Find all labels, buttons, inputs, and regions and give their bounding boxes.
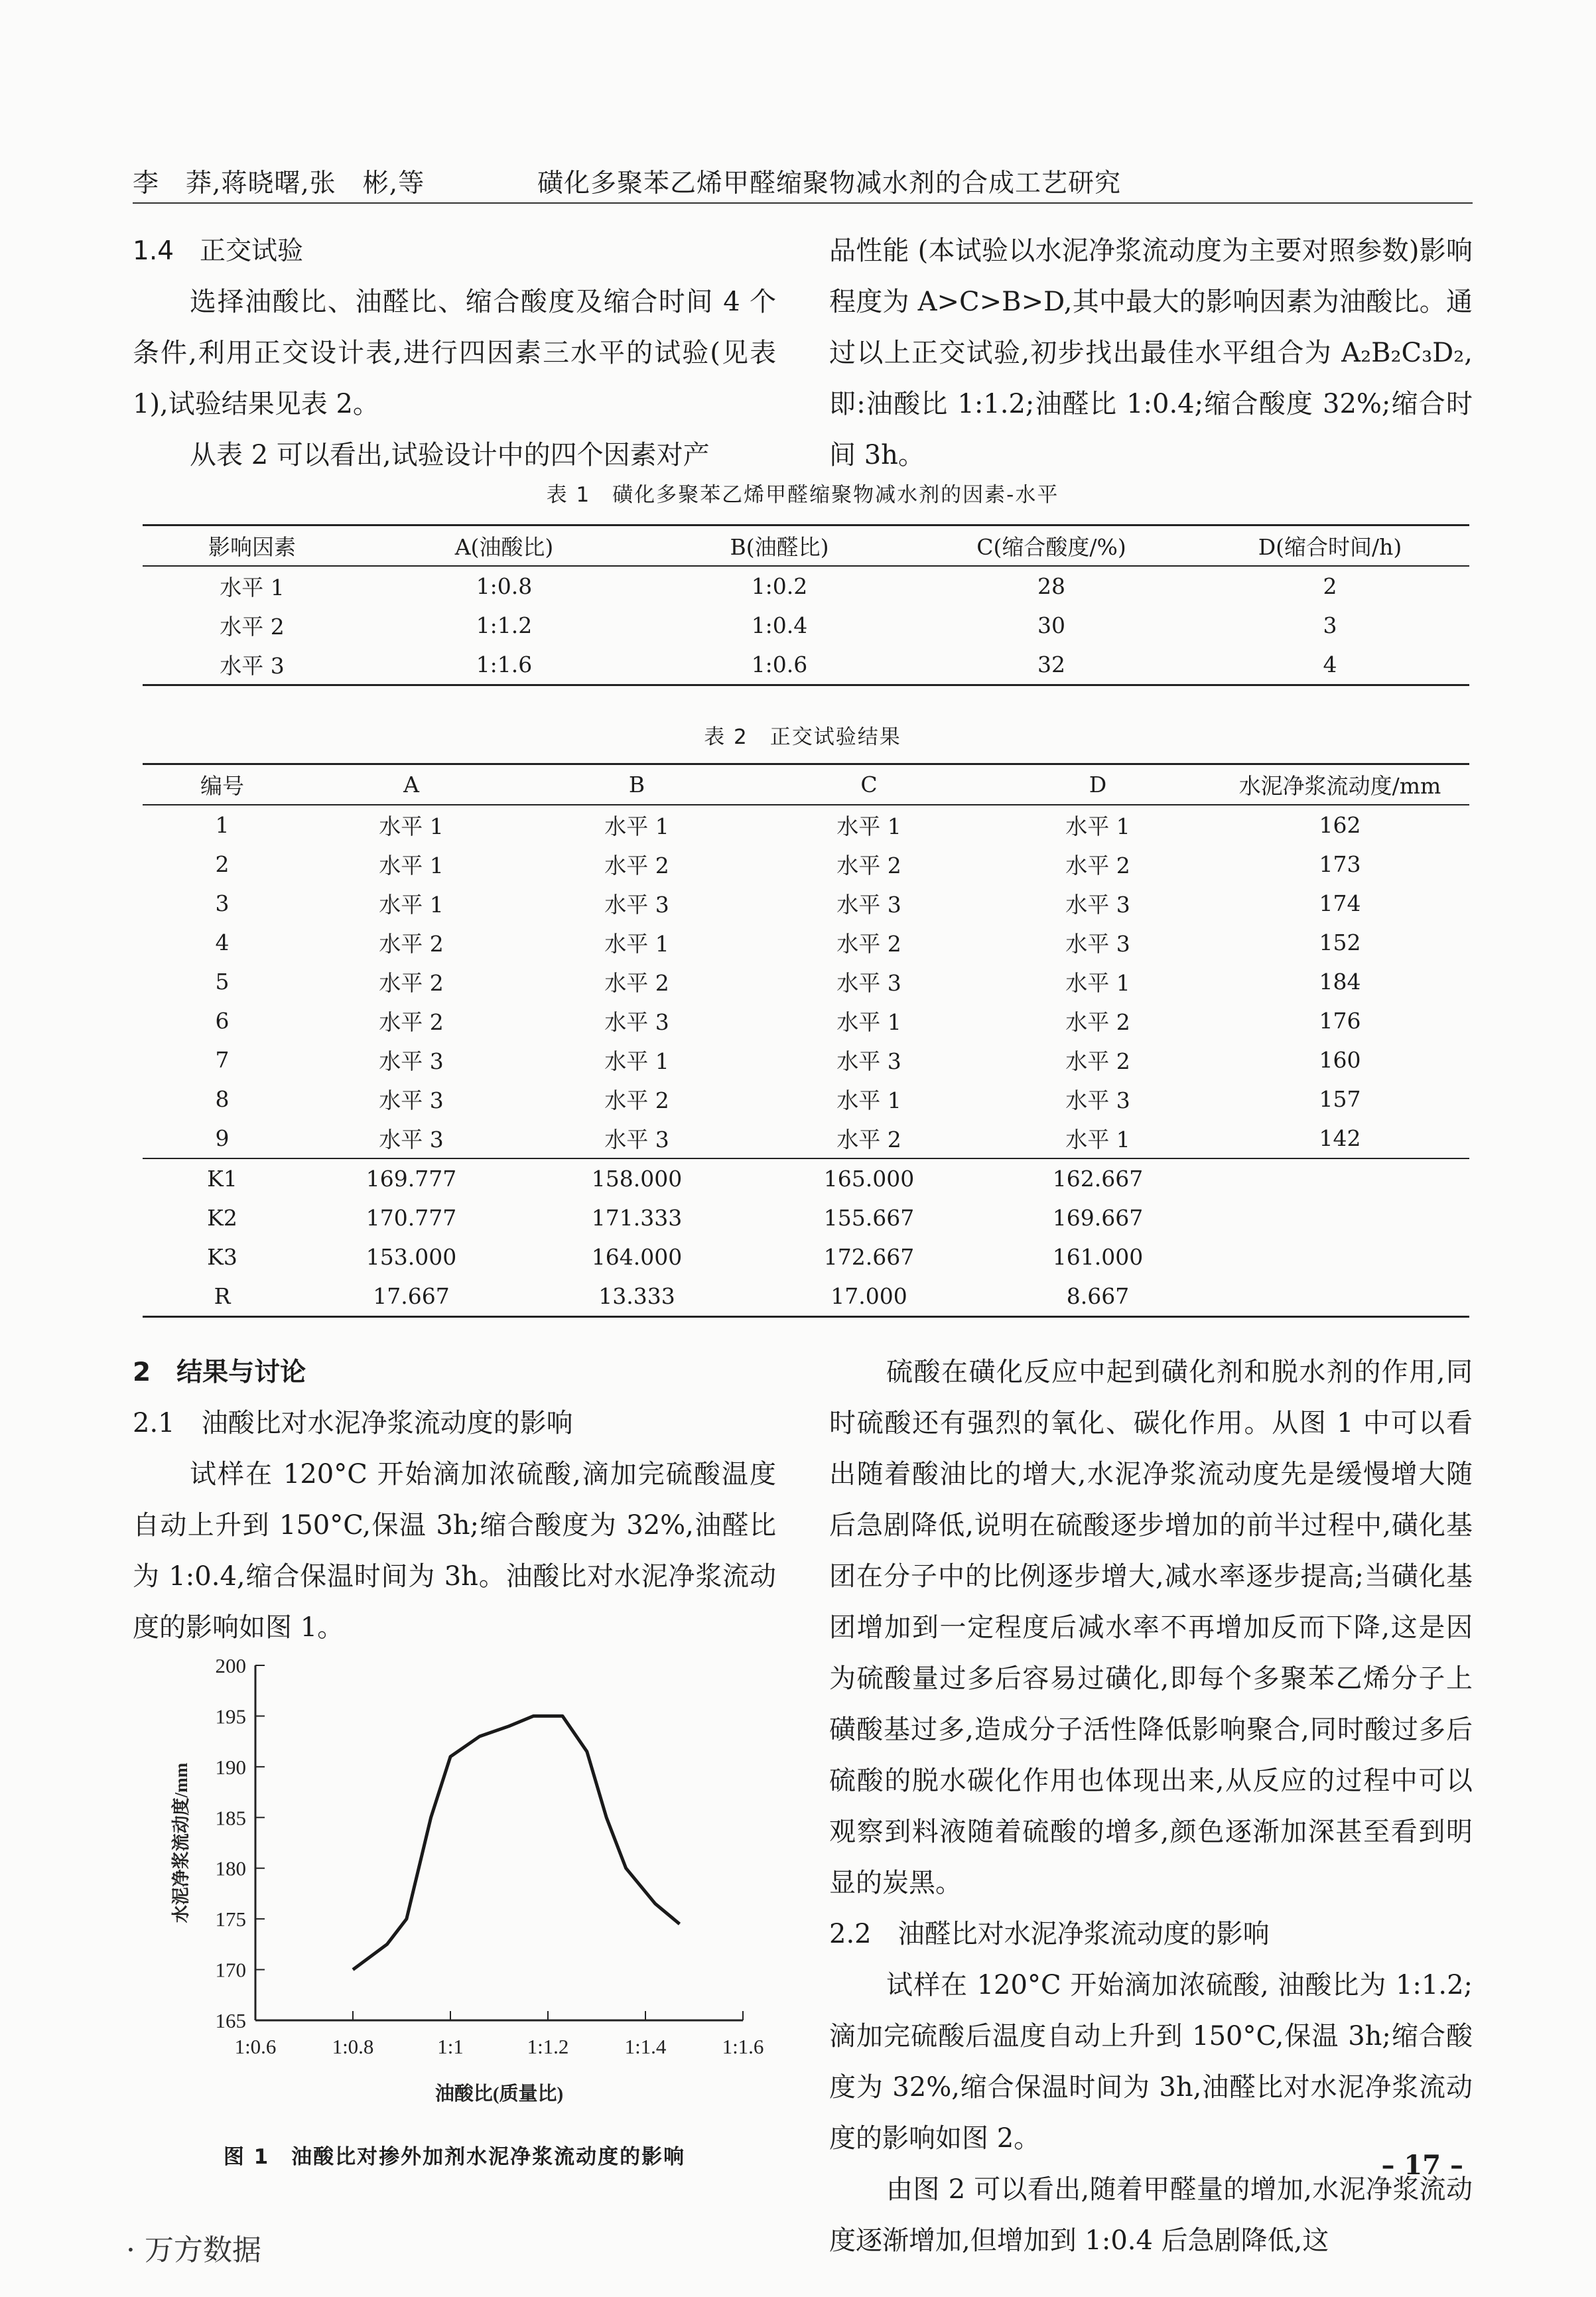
table-cell: 161.000 — [1052, 1244, 1144, 1270]
table-header-cell: 编号 — [143, 764, 302, 805]
table-cell: 7 — [215, 1047, 230, 1073]
table-cell: 水平 1 — [836, 1009, 901, 1035]
y-tick-label: 195 — [215, 1705, 246, 1728]
table-row — [143, 1001, 1469, 1040]
table-cell: 水平 2 — [379, 931, 444, 957]
table-cell: K3 — [207, 1244, 237, 1270]
table-cell: 水平 1 — [1065, 813, 1130, 839]
figure1-chart — [153, 1645, 776, 2123]
y-tick-label: 185 — [215, 1806, 246, 1830]
section-1-4-paragraph: 选择油酸比、油醛比、缩合酸度及缩合时间 4 个条件,利用正交设计表,进行四因素三水平的试验(见表 1),试验结果见表 2。 — [133, 287, 776, 419]
table-cell: 30 — [1037, 612, 1065, 638]
table-cell: 水平 3 — [836, 1048, 901, 1074]
table-cell: R — [143, 1277, 302, 1317]
table-cell: K2 — [207, 1205, 237, 1231]
section-2-1-heading: 2.1 油酸比对水泥净浆流动度的影响 — [133, 1408, 573, 1438]
y-tick-label: 190 — [215, 1755, 246, 1779]
table-header-cell: D(缩合时间/h) — [1191, 525, 1469, 567]
y-tick-label: 200 — [215, 1654, 246, 1677]
table-cell: 153.000 — [366, 1244, 457, 1270]
table-cell: 162 — [1319, 812, 1361, 838]
table2-caption: 表 2 正交试验结果 — [704, 725, 901, 749]
table-cell: 155.667 — [823, 1205, 915, 1231]
table-header-cell: D — [985, 764, 1211, 805]
table-cell: 1:1.6 — [362, 645, 647, 685]
x-tick-label: 1:0.8 — [332, 2035, 374, 2058]
x-tick-label: 1:0.6 — [234, 2035, 277, 2058]
table-summary-row — [143, 1277, 1469, 1317]
table-cell: 水平 3 — [379, 1127, 444, 1152]
table-header-cell: 影响因素 — [143, 525, 362, 567]
table-cell: 158.000 — [521, 1158, 753, 1198]
table-cell: 水平 2 — [604, 853, 669, 878]
table-row — [143, 962, 1469, 1001]
table-header-cell: C(缩合酸度/%) — [912, 525, 1191, 567]
table-cell: 水平 1 — [604, 1048, 669, 1074]
y-tick-label: 180 — [215, 1856, 246, 1880]
table-cell: 水平 3 — [379, 1048, 444, 1074]
table1-header-row — [143, 525, 1469, 567]
table-cell: 8 — [215, 1086, 230, 1112]
section-2-2-paragraph-2: 由图 2 可以看出,随着甲醛量的增加,水泥净浆流动度逐渐增加,但增加到 1:0.4 后急剧降低,这 — [829, 2174, 1473, 2256]
table-cell: 2 — [1323, 573, 1337, 599]
table-cell: 水平 2 — [836, 931, 901, 957]
table-cell: 1:0.8 — [476, 573, 533, 599]
table-cell: 142 — [1319, 1125, 1361, 1151]
right-column-top — [829, 226, 1473, 481]
table-cell: 172.667 — [823, 1244, 915, 1270]
table-cell: 4 — [1191, 645, 1469, 685]
table-cell — [1211, 1198, 1469, 1237]
table-row — [143, 566, 1469, 606]
table-cell: 水平 1 — [604, 931, 669, 957]
header-authors: 李 莽,蒋晓曙,张 彬,等 — [133, 169, 425, 198]
table-cell: 1:1.2 — [476, 612, 533, 638]
x-tick-label: 1:1.6 — [722, 2035, 764, 2058]
running-header — [133, 163, 1473, 200]
table-cell: 水平 1 — [379, 892, 444, 918]
table-cell: 176 — [1319, 1008, 1361, 1034]
header-title: 磺化多聚苯乙烯甲醛缩聚物减水剂的合成工艺研究 — [537, 169, 1122, 198]
table-cell: 水平 2 — [604, 970, 669, 996]
table-cell: 5 — [215, 969, 230, 995]
table-cell: 169.777 — [302, 1158, 521, 1198]
table-cell: 水平 3 — [143, 645, 362, 685]
section-2-2-paragraph: 试样在 120°C 开始滴加浓硫酸, 油酸比为 1:1.2;滴加完硫酸后温度自动上升到 150°C,保温 3h;缩合酸度为 32%,缩合保温时间为 3h,油醛比对水泥净浆流动度的影响如图 2。 — [829, 1970, 1473, 2154]
table1 — [143, 524, 1469, 686]
left-column-bottom — [133, 1347, 776, 1653]
table-cell: 2 — [215, 851, 230, 877]
x-axis-label: 油酸比(质量比) — [434, 2083, 564, 2105]
table-cell: 152 — [1319, 930, 1361, 955]
table-cell: 8.667 — [985, 1277, 1211, 1317]
table-cell: 157 — [1319, 1086, 1361, 1112]
header-rule — [133, 202, 1473, 204]
table-header-cell: A(油酸比) — [362, 525, 647, 567]
right-column-bottom — [829, 1347, 1473, 2266]
table-row — [143, 805, 1469, 845]
table-cell: 170.777 — [366, 1205, 457, 1231]
table-header-cell: A — [302, 764, 521, 805]
table-row — [143, 845, 1469, 884]
table-cell: 9 — [215, 1125, 230, 1151]
table-cell: 1 — [215, 812, 230, 838]
table-cell: 水平 2 — [604, 1087, 669, 1113]
table-cell: 水平 3 — [379, 1087, 444, 1113]
table-cell: 160 — [1319, 1047, 1361, 1073]
right-top-paragraph: 品性能 (本试验以水泥净浆流动度为主要对照参数)影响程度为 A>C>B>D,其中最大的影响因素为油酸比。通过以上正交试验,初步找出最佳水平组合为 A₂B₂C₃D₂,即:油酸比 1:1.2;油醛比 1:0.4;缩合酸度 32%;缩合时间 3h。 — [829, 236, 1473, 470]
table-row — [143, 1079, 1469, 1119]
table-cell: 水平 1 — [220, 575, 285, 600]
table-cell: 水平 1 — [1065, 1127, 1130, 1152]
table-cell: 184 — [1319, 969, 1361, 995]
figure1-caption: 图 1 油酸比对掺外加剂水泥净浆流动度的影响 — [223, 2145, 686, 2169]
table-header-cell: B — [521, 764, 753, 805]
series-line — [353, 1716, 680, 1969]
y-tick-label: 175 — [215, 1908, 246, 1931]
table-row — [143, 884, 1469, 923]
x-tick-label: 1:1 — [437, 2035, 464, 2058]
section-1-4-heading: 1.4 正交试验 — [133, 236, 304, 266]
table-cell: 水平 2 — [1065, 1009, 1130, 1035]
table-header-cell: 水泥净浆流动度/mm — [1211, 764, 1469, 805]
section-2-paragraph-right: 硫酸在磺化反应中起到磺化剂和脱水剂的作用,同时硫酸还有强烈的氧化、碳化作用。从图 1 中可以看出随着酸油比的增大,水泥净浆流动度先是缓慢增大随后急剧降低,说明在硫酸逐步增加的前半过程中,磺化基团在分子中的比例逐步增大,减水率逐步提高;当磺化基团增加到一定程度后减水率不再增加反而下降,这是因为硫酸量过多后容易过磺化,即每个多聚苯乙烯分子上磺酸基过多,造成分子活性降低影响聚合,同时酸过多后硫酸的脱水碳化作用也体现出来,从反应的过程中可以观察到料液随着硫酸的增多,颜色逐渐加深甚至看到明显的炭黑。 — [829, 1357, 1473, 1898]
table-summary-row — [143, 1158, 1469, 1198]
table-cell: 3 — [215, 890, 230, 916]
table-cell: 水平 1 — [836, 813, 901, 839]
table-cell: 1:0.2 — [751, 573, 808, 599]
table-cell — [1211, 1237, 1469, 1277]
table-cell: 水平 1 — [1065, 970, 1130, 996]
y-axis-label: 水泥净浆流动度/mm — [171, 1762, 191, 1923]
table-cell: 水平 2 — [836, 1127, 901, 1152]
table-row — [143, 923, 1469, 962]
table1-caption: 表 1 磺化多聚苯乙烯甲醛缩聚物减水剂的因素-水平 — [546, 483, 1059, 507]
page-number: – 17 – — [1381, 2150, 1463, 2181]
table-cell: 169.667 — [1052, 1205, 1144, 1231]
table-cell: 162.667 — [985, 1158, 1211, 1198]
table-cell: 164.000 — [591, 1244, 683, 1270]
x-tick-label: 1:1.2 — [527, 2035, 569, 2058]
table-cell — [1211, 1277, 1469, 1317]
table-cell: 水平 3 — [1065, 931, 1130, 957]
table-cell: 165.000 — [753, 1158, 985, 1198]
table-cell: 17.667 — [302, 1277, 521, 1317]
table-cell: 水平 3 — [604, 1127, 669, 1152]
section-2-2-heading: 2.2 油醛比对水泥净浆流动度的影响 — [829, 1919, 1270, 1949]
table-cell: 水平 2 — [379, 1009, 444, 1035]
table-cell: 水平 3 — [604, 892, 669, 918]
table-cell: 水平 1 — [379, 813, 444, 839]
table-cell: 4 — [215, 930, 230, 955]
table-cell: 1:0.4 — [751, 612, 808, 638]
table-cell: 水平 1 — [604, 813, 669, 839]
table-summary-row — [143, 1237, 1469, 1277]
table-cell: 水平 3 — [836, 970, 901, 996]
section-2-1-paragraph: 试样在 120°C 开始滴加浓硫酸,滴加完硫酸温度自动上升到 150°C,保温 3h;缩合酸度为 32%,油醛比为 1:0.4,缩合保温时间为 3h。油酸比对水泥净浆流动度的影响如图 1。 — [133, 1459, 776, 1643]
section-1-4-paragraph-2: 从表 2 可以看出,试验设计中的四个因素对产 — [190, 440, 710, 470]
section-2-heading: 2 结果与讨论 — [133, 1357, 306, 1387]
table-cell — [1211, 1158, 1469, 1198]
table-cell: 水平 1 — [379, 853, 444, 878]
table-cell: 3 — [1323, 612, 1337, 638]
table-cell: 水平 2 — [220, 614, 285, 640]
table-cell: 水平 2 — [1065, 853, 1130, 878]
table2-header-row — [143, 764, 1469, 805]
table-cell: K1 — [143, 1158, 302, 1198]
footer-watermark: · 万方数据 — [126, 2233, 261, 2267]
table2 — [143, 763, 1469, 1318]
x-tick-label: 1:1.4 — [624, 2035, 667, 2058]
table-cell: 水平 3 — [604, 1009, 669, 1035]
table-cell: 水平 2 — [1065, 1048, 1130, 1074]
table-cell: 6 — [215, 1008, 230, 1034]
table-cell: 1:0.6 — [647, 645, 912, 685]
table-summary-row — [143, 1198, 1469, 1237]
table-cell: 水平 1 — [836, 1087, 901, 1113]
table-row — [143, 1119, 1469, 1158]
table-cell: 水平 3 — [1065, 892, 1130, 918]
left-column-top — [133, 226, 776, 481]
table-cell: 171.333 — [591, 1205, 683, 1231]
table-cell: 32 — [912, 645, 1191, 685]
table-row — [143, 1040, 1469, 1079]
y-tick-label: 170 — [215, 1958, 246, 1982]
table-cell: 28 — [1037, 573, 1065, 599]
table-cell: 173 — [1319, 851, 1361, 877]
table-header-cell: B(油醛比) — [647, 525, 912, 567]
table-header-cell: C — [753, 764, 985, 805]
table-cell: 水平 3 — [1065, 1087, 1130, 1113]
table-cell: 13.333 — [521, 1277, 753, 1317]
table-cell: 水平 2 — [379, 970, 444, 996]
table-cell: 水平 2 — [836, 853, 901, 878]
table-cell: 17.000 — [753, 1277, 985, 1317]
table-cell: 水平 3 — [836, 892, 901, 918]
table-row — [143, 645, 1469, 685]
table-row — [143, 606, 1469, 645]
y-tick-label: 165 — [215, 2009, 246, 2032]
table-cell: 174 — [1319, 890, 1361, 916]
